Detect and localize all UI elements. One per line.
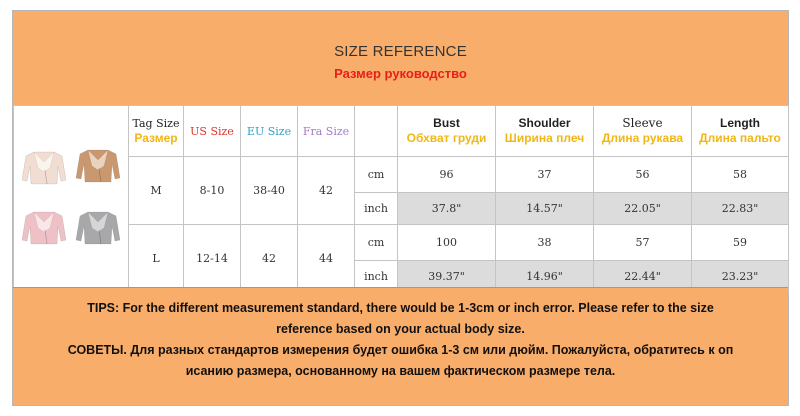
length-cm-l: 59 bbox=[692, 225, 789, 261]
header-fra-size bbox=[298, 106, 355, 157]
table-header-row bbox=[14, 106, 789, 157]
unit-inch: inch bbox=[355, 193, 398, 225]
tips-line-ru-1: СОВЕТЫ. Для разных стандартов измерения будет ошибка 1-3 см или дюйм. Пожалуйста, обратитесь к оп bbox=[67, 343, 734, 357]
header-us-size-label: US Size bbox=[190, 124, 234, 138]
shoulder-cm-l: 38 bbox=[496, 225, 594, 261]
bust-inch-m: 37.8" bbox=[398, 193, 496, 225]
bust-cm-l: 100 bbox=[398, 225, 496, 261]
jacket-icon bbox=[76, 150, 120, 182]
header-sleeve bbox=[594, 106, 692, 157]
product-photo-cell bbox=[14, 106, 129, 293]
shoulder-inch-l: 14.96" bbox=[496, 261, 594, 293]
header-sleeve-label: Sleeve bbox=[622, 116, 663, 130]
jacket-icon bbox=[76, 212, 120, 244]
header-length-label: Length bbox=[720, 116, 760, 130]
header-subtitle: Размер руководство bbox=[334, 66, 467, 81]
sleeve-inch-l: 22.44" bbox=[594, 261, 692, 293]
shoulder-cm-m: 37 bbox=[496, 157, 594, 193]
header-tag-size-ru: Размер bbox=[134, 131, 178, 145]
us-size-l: 12-14 bbox=[184, 225, 241, 293]
header-length bbox=[692, 106, 789, 157]
length-cm-m: 58 bbox=[692, 157, 789, 193]
shoulder-inch-m: 14.57" bbox=[496, 193, 594, 225]
length-inch-l: 23.23" bbox=[692, 261, 789, 293]
unit-cm: cm bbox=[355, 157, 398, 193]
eu-size-l: 42 bbox=[241, 225, 298, 293]
header-shoulder-ru: Ширина плеч bbox=[504, 131, 585, 145]
jacket-icon bbox=[22, 152, 66, 184]
size-chart-card bbox=[12, 10, 789, 406]
tag-size-l: L bbox=[129, 225, 184, 293]
table-row bbox=[14, 157, 789, 193]
header-shoulder bbox=[496, 106, 594, 157]
header-bust-label: Bust bbox=[433, 116, 460, 130]
product-photo bbox=[14, 106, 128, 292]
fra-size-l: 44 bbox=[298, 225, 355, 293]
header-length-ru: Длина пальто bbox=[699, 131, 781, 145]
tips-panel bbox=[13, 287, 788, 405]
size-reference-header bbox=[13, 11, 788, 106]
us-size-m: 8-10 bbox=[184, 157, 241, 225]
table-row bbox=[14, 225, 789, 261]
length-inch-m: 22.83" bbox=[692, 193, 789, 225]
eu-size-m: 38-40 bbox=[241, 157, 298, 225]
header-shoulder-label: Shoulder bbox=[518, 116, 571, 130]
sleeve-cm-l: 57 bbox=[594, 225, 692, 261]
bust-inch-l: 39.37" bbox=[398, 261, 496, 293]
header-sleeve-ru: Длина рукава bbox=[601, 131, 684, 145]
jacket-illustration bbox=[14, 106, 129, 289]
header-tag-size-label: Tag Size bbox=[132, 117, 180, 130]
sleeve-inch-m: 22.05" bbox=[594, 193, 692, 225]
header-title: SIZE REFERENCE bbox=[334, 43, 467, 60]
unit-cm: cm bbox=[355, 225, 398, 261]
tag-size-m: M bbox=[129, 157, 184, 225]
tips-line-en-2: reference based on your actual body size. bbox=[276, 322, 525, 336]
tips-line-ru-2: исанию размера, основанному на вашем фактическом размере тела. bbox=[185, 364, 616, 378]
header-us-size bbox=[184, 106, 241, 157]
header-bust-ru: Обхват груди bbox=[406, 131, 487, 145]
header-tag-size bbox=[129, 106, 184, 157]
fra-size-m: 42 bbox=[298, 157, 355, 225]
header-bust bbox=[398, 106, 496, 157]
sleeve-cm-m: 56 bbox=[594, 157, 692, 193]
header-fra-size-label: Fra Size bbox=[302, 124, 350, 138]
header-eu-size bbox=[241, 106, 298, 157]
tips-line-en-1: TIPS: For the different measurement standard, there would be 1-3cm or inch error. Please refer to the size bbox=[87, 301, 714, 315]
bust-cm-m: 96 bbox=[398, 157, 496, 193]
size-table bbox=[13, 105, 789, 293]
unit-inch: inch bbox=[355, 261, 398, 293]
header-unit-blank bbox=[355, 106, 398, 157]
header-eu-size-label: EU Size bbox=[246, 124, 292, 138]
jacket-icon bbox=[22, 212, 66, 244]
